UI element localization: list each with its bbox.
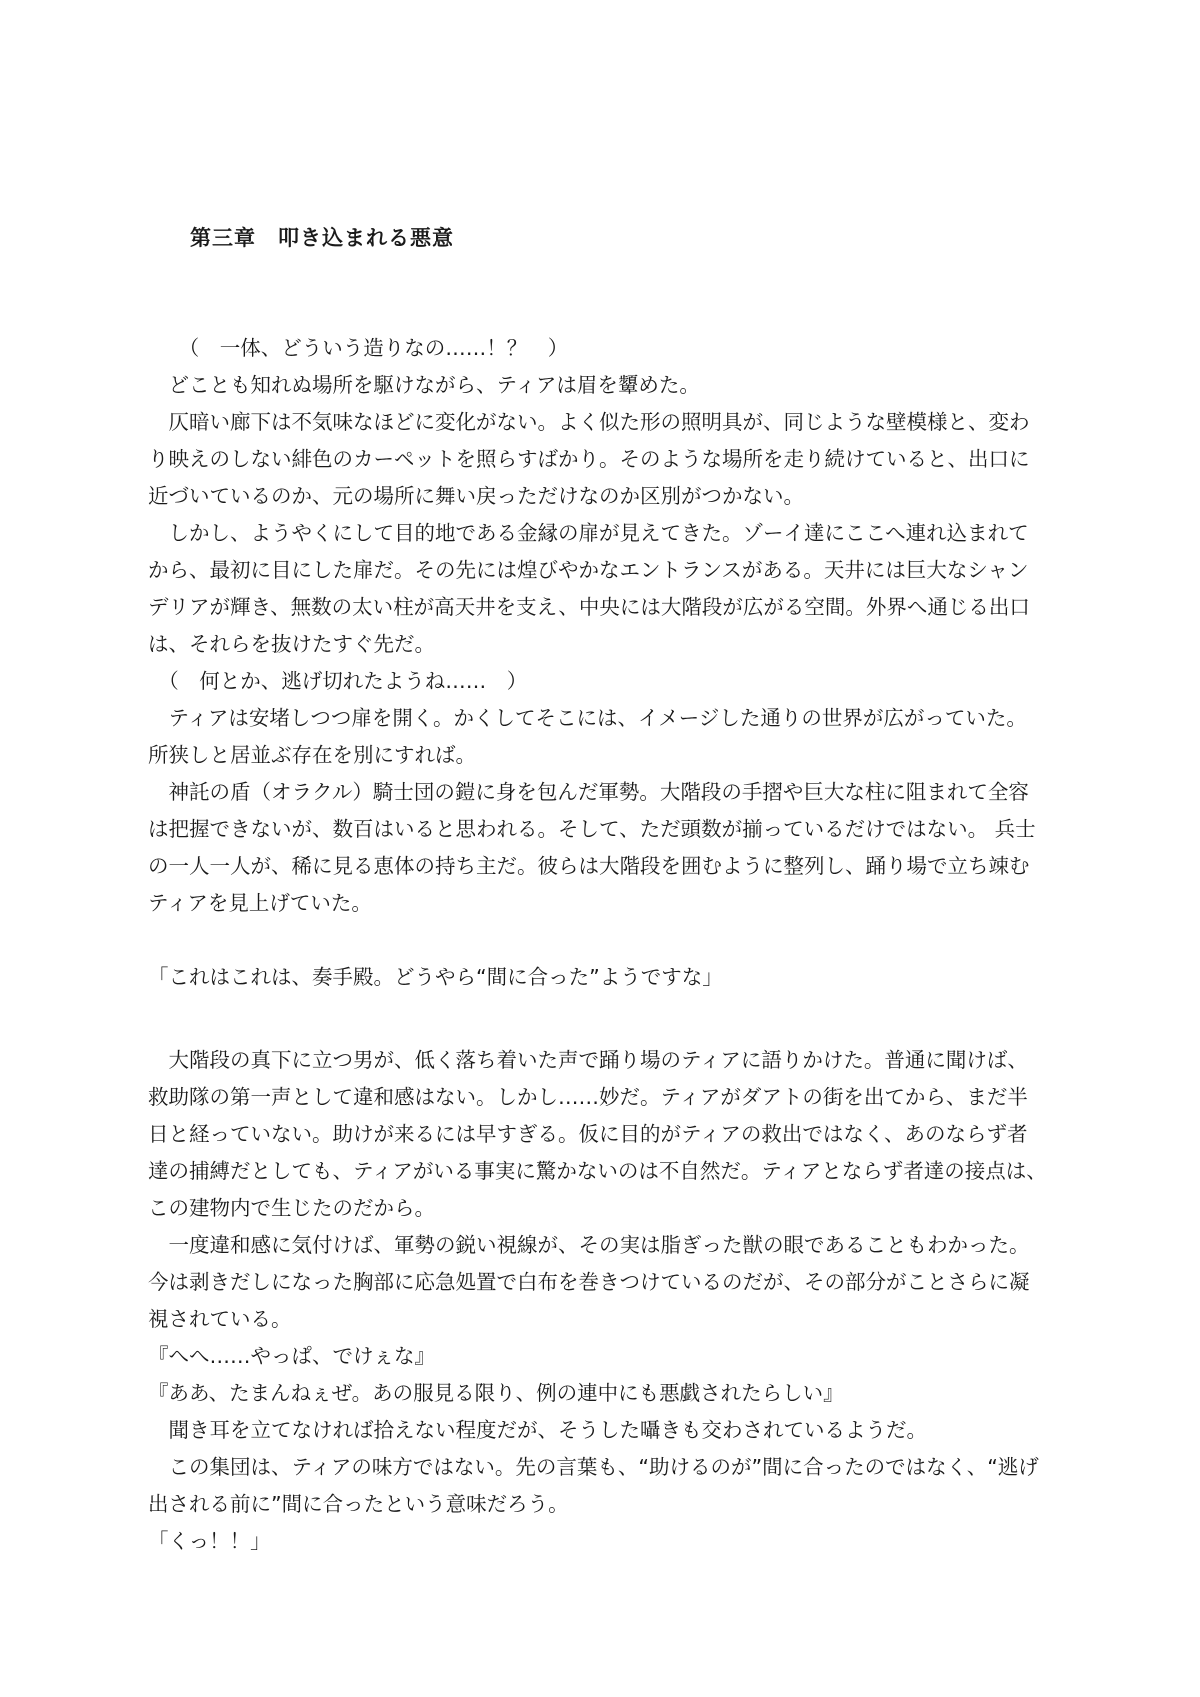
text-line: 救助隊の第一声として違和感はない。しかし……妙だ。ティアがダアトの街を出てから、まだ半: [148, 1085, 1028, 1109]
text-line: の一人一人が、稀に見る恵体の持ち主だ。彼らは大階段を囲むように整列し、踊り場で立ち竦む: [148, 854, 1030, 878]
text-line: ティアを見上げていた。: [148, 891, 372, 915]
text-line: 一度違和感に気付けば、軍勢の鋭い視線が、その実は脂ぎった獣の眼であることもわかった。: [148, 1233, 1030, 1257]
text-line: この集団は、ティアの味方ではない。先の言葉も、“助けるのが”間に合ったのではなく、“逃げ: [148, 1455, 1039, 1479]
text-line: 今は剥きだしになった胸部に応急処置で白布を巻きつけているのだが、その部分がことさらに凝: [148, 1270, 1030, 1294]
chapter-title: 第三章 叩き込まれる悪意: [190, 226, 454, 250]
body-text: [148, 330, 1068, 1560]
text-line: 仄暗い廊下は不気味なほどに変化がない。よく似た形の照明具が、同じような壁模様と、変わ: [148, 410, 1030, 434]
text-line: 大階段の真下に立つ男が、低く落ち着いた声で踊り場のティアに語りかけた。普通に聞けば、: [148, 1048, 1028, 1072]
blank-line: [148, 922, 1068, 959]
text-line: この建物内で生じたのだから。: [148, 1196, 435, 1220]
text-line: 近づいているのか、元の場所に舞い戻っただけなのか区別がつかない。: [148, 484, 804, 508]
text-line: 『へへ……やっぱ、でけぇな』: [148, 1344, 435, 1368]
text-line: 達の捕縛だとしても、ティアがいる事実に驚かないのは不自然だ。ティアとならず者達の接点は、: [148, 1159, 1047, 1183]
text-line: 『ああ、たまんねぇぜ。あの服見る限り、例の連中にも悪戯されたらしい』: [148, 1381, 844, 1405]
text-line: は把握できないが、数百はいると思われる。そして、ただ頭数が揃っているだけではない。 兵士: [148, 817, 1036, 841]
text-line: 日と経っていない。助けが来るには早すぎる。仮に目的がティアの救出ではなく、あのならず者: [148, 1122, 1028, 1146]
text-line: 聞き耳を立てなければ拾えない程度だが、そうした囁きも交わされているようだ。: [148, 1418, 927, 1442]
text-line: から、最初に目にした扉だ。その先には煌びやかなエントランスがある。天井には巨大なシャン: [148, 558, 1029, 582]
text-line: 「これはこれは、奏手殿。どうやら“間に合った”ようですな」: [148, 965, 723, 989]
text-line: どことも知れぬ場所を駆けながら、ティアは眉を顰めた。: [148, 373, 700, 397]
text-line: デリアが輝き、無数の太い柱が高天井を支え、中央には大階段が広がる空間。外界へ通じる出口: [148, 595, 1030, 619]
text-line: （ 何とか、逃げ切れたようね…… ）: [148, 669, 528, 693]
text-line: 神託の盾（オラクル）騎士団の鎧に身を包んだ軍勢。大階段の手摺や巨大な柱に阻まれて全容: [148, 780, 1029, 804]
text-line: は、それらを抜けたすぐ先だ。: [148, 632, 435, 656]
text-line: 出される前に”間に合ったという意味だろう。: [148, 1492, 569, 1516]
text-line: しかし、ようやくにして目的地である金縁の扉が見えてきた。ゾーイ達にここへ連れ込まれて: [148, 521, 1029, 545]
text-line: り映えのしない緋色のカーペットを照らすばかり。そのような場所を走り続けていると、出口に: [148, 447, 1030, 471]
text-line: 所狭しと居並ぶ存在を別にすれば。: [148, 743, 476, 767]
text-line: 「くっ！！」: [148, 1529, 271, 1553]
text-line: ティアは安堵しつつ扉を開く。かくしてそこには、イメージした通りの世界が広がっていた。: [148, 706, 1027, 730]
blank-line: [148, 996, 1068, 1042]
text-line: （ 一体、どういう造りなの……！？ ）: [148, 336, 569, 360]
text-line: 視されている。: [148, 1307, 292, 1331]
